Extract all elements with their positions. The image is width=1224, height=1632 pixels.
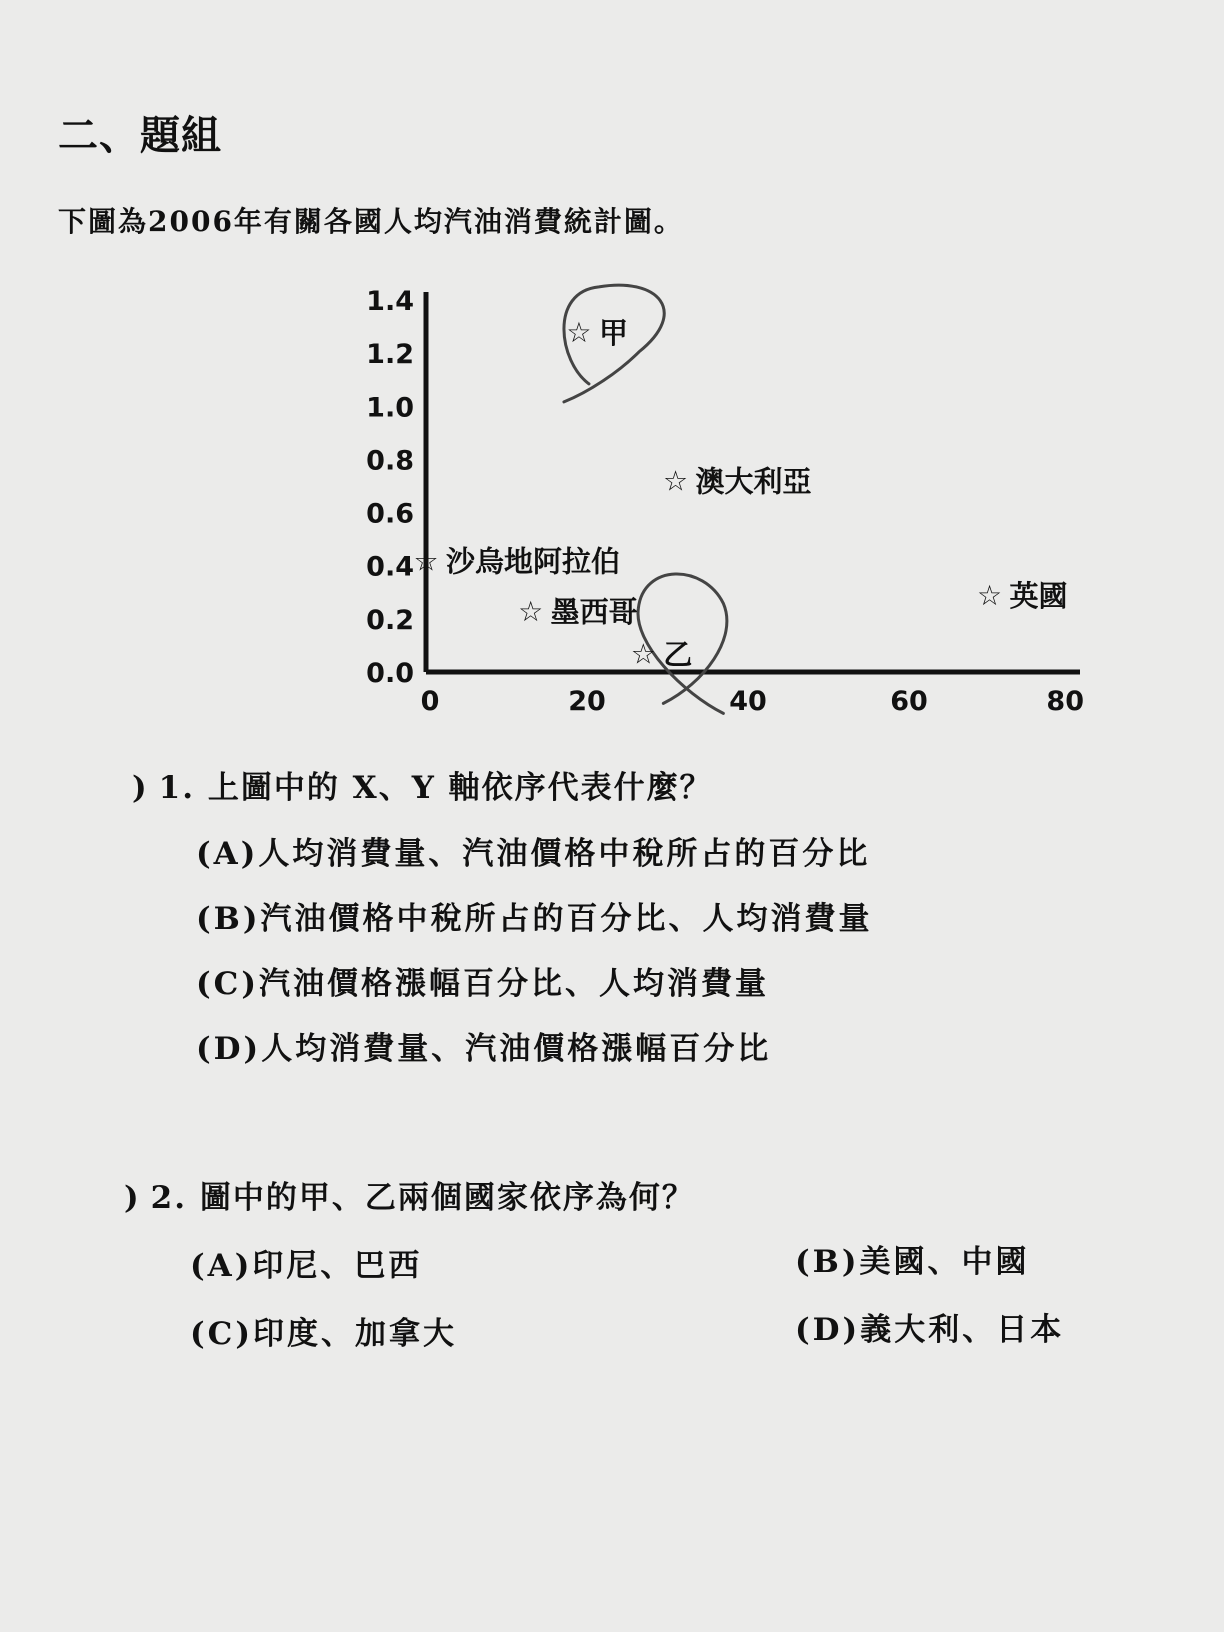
y-tick-label: 0.4 — [366, 551, 414, 583]
star-marker: ☆ — [566, 315, 592, 349]
q1-option-c: (C)汽油價格漲幅百分比、人均消費量 — [196, 966, 770, 1002]
star-marker: ☆ — [518, 594, 544, 628]
question-text: 圖中的甲、乙兩個國家依序為何？ — [199, 1180, 695, 1216]
q2-option-c: (C)印度、加拿大 — [190, 1316, 458, 1352]
y-tick-label: 1.2 — [366, 339, 414, 371]
star-marker: ☆ — [976, 578, 1003, 612]
point-label: 英國 — [1009, 578, 1068, 613]
q2-option-b: (B)美國、中國 — [795, 1244, 1030, 1280]
q2-option-a: (A)印尼、巴西 — [190, 1248, 423, 1284]
intro-text: 下圖為2006年有關各國人均汽油消費統計圖。 — [58, 205, 684, 238]
x-tick-label: 60 — [890, 686, 928, 717]
y-tick-label: 1.4 — [366, 286, 414, 317]
y-tick-label: 0.6 — [366, 498, 414, 530]
q1-option-b: (B)汽油價格中稅所占的百分比、人均消費量 — [196, 901, 873, 937]
question-2 — [124, 1172, 695, 1217]
y-tick-label: 0.0 — [366, 658, 414, 689]
x-tick-label: 80 — [1046, 686, 1084, 717]
point-label: 墨西哥 — [550, 594, 638, 629]
point-label: 甲 — [598, 315, 628, 350]
x-tick-label: 40 — [729, 686, 767, 717]
y-tick-label: 1.0 — [366, 392, 414, 424]
star-marker: ☆ — [630, 637, 656, 671]
x-tick-label: 0 — [420, 686, 440, 717]
q1-option-a: (A)人均消費量、汽油價格中稅所占的百分比 — [196, 836, 871, 872]
point-label: 沙烏地阿拉伯 — [446, 544, 621, 579]
star-marker: ☆ — [662, 464, 689, 498]
question-number: 2. — [150, 1180, 188, 1216]
scatter-chart — [340, 270, 1100, 717]
x-tick-label: 20 — [568, 686, 606, 717]
question-text: 上圖中的 X、Y 軸依序代表什麼？ — [207, 770, 713, 806]
q1-option-d: (D)人均消費量、汽油價格漲幅百分比 — [196, 1031, 772, 1067]
y-tick-label: 0.2 — [366, 604, 414, 636]
y-tick-label: 0.8 — [366, 445, 414, 477]
q2-option-d: (D)義大利、日本 — [795, 1312, 1065, 1348]
question-number: 1. — [158, 770, 196, 806]
star-marker: ☆ — [413, 544, 439, 578]
section-heading: 二、題組 — [58, 113, 222, 159]
answer-mark: ) — [124, 1180, 141, 1216]
point-label: 乙 — [663, 637, 693, 672]
point-label: 澳大利亞 — [695, 464, 812, 499]
answer-mark: ) — [132, 770, 149, 806]
question-1 — [132, 762, 713, 807]
